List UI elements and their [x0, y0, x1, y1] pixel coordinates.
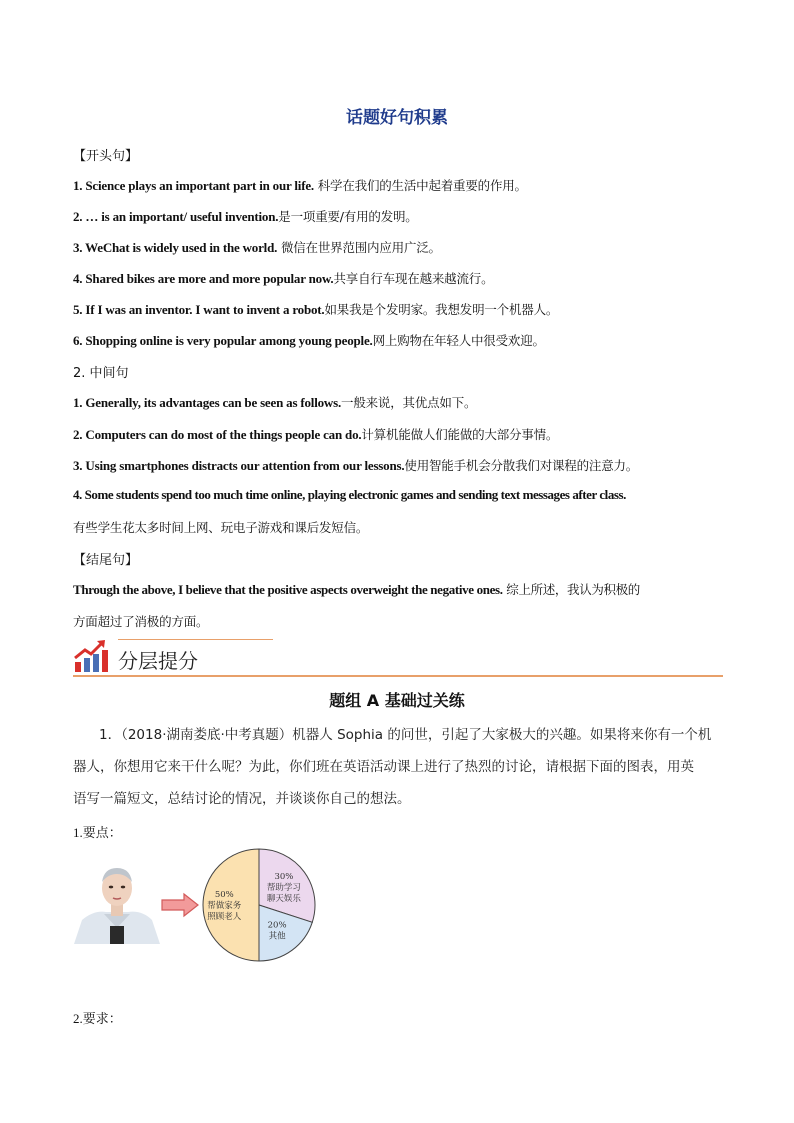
pie-chart [200, 846, 318, 964]
opening-sentence-3: 3. WeChat is widely used in the world. 微信在世界范围内应用广泛。 [73, 240, 441, 255]
opening-sentence-1: 1. Science plays an important part in our life. 科学在我们的生活中起着重要的作用。 [73, 178, 527, 193]
robot-sophia-image [74, 862, 160, 944]
pie-slice-label: 照顾老人 [207, 912, 242, 922]
opening-tag: 【开头句】 [73, 149, 139, 164]
points-label: 1.要点： [73, 825, 122, 840]
page-title: 话题好句积累 [346, 108, 448, 128]
pie-slice-label: 聊天娱乐 [266, 893, 301, 904]
pie-slice-label: 30% [274, 871, 294, 882]
banner-rule [73, 675, 723, 677]
opening-sentence-2: 2. … is an important/ useful invention.是一项重要/有用的发明。 [73, 209, 418, 224]
group-title: 题组 A 基础过关练 [329, 691, 465, 710]
pie-slice-label: 其他 [268, 931, 286, 942]
pie-slice-label: 20% [267, 920, 287, 931]
requirements-label: 2.要求： [73, 1011, 122, 1026]
pie-slice-label: 帮做家务 [207, 901, 242, 911]
growth-chart-icon [73, 638, 109, 674]
pie-slice-label: 帮助学习 [266, 882, 301, 893]
middle-tag: 2. 中间句 [73, 366, 129, 381]
arrow-icon [160, 890, 200, 920]
ending-sentence: Through the above, I believe that the positive aspects overweight the negative ones. 综上所述，我认为积极的 [73, 582, 640, 597]
middle-sentence-3: 3. Using smartphones distracts our attention from our lessons.使用智能手机会分散我们对课程的注意力。 [73, 458, 639, 473]
section-banner [73, 635, 723, 677]
banner-title: 分层提分 [118, 649, 198, 673]
question-line-2: 器人，你想用它来干什么呢？为此，你们班在英语活动课上进行了热烈的讨论，请根据下面的图表，用英 [73, 759, 694, 775]
middle-sentence-1: 1. Generally, its advantages can be seen as follows.一般来说，其优点如下。 [73, 395, 477, 410]
middle-sentence-2: 2. Computers can do most of the things people can do.计算机能做人们能做的大部分事情。 [73, 427, 559, 442]
middle-sentence-4-translation: 有些学生花太多时间上网、玩电子游戏和课后发短信。 [73, 520, 369, 535]
question-line-1: 1．（2018·湖南娄底·中考真题）机器人 Sophia 的问世，引起了大家极大的兴趣。如果将来你有一个机 [99, 727, 712, 743]
question-line-3: 语写一篇短文，总结讨论的情况，并谈谈你自己的想法。 [73, 791, 411, 807]
opening-sentence-6: 6. Shopping online is very popular among young people.网上购物在年轻人中很受欢迎。 [73, 333, 545, 348]
ending-tag: 【结尾句】 [73, 553, 139, 568]
pie-slice-label: 50% [214, 890, 234, 900]
opening-sentence-4: 4. Shared bikes are more and more popular now.共享自行车现在越来越流行。 [73, 271, 494, 286]
opening-sentence-5: 5. If I was an inventor. I want to invent a robot.如果我是个发明家。我想发明一个机器人。 [73, 302, 559, 317]
middle-sentence-4: 4. Some students spend too much time online, playing electronic games and sending text messages after class. [73, 487, 626, 502]
banner-overline [118, 639, 273, 640]
ending-sentence-cont: 方面超过了消极的方面。 [73, 614, 209, 629]
